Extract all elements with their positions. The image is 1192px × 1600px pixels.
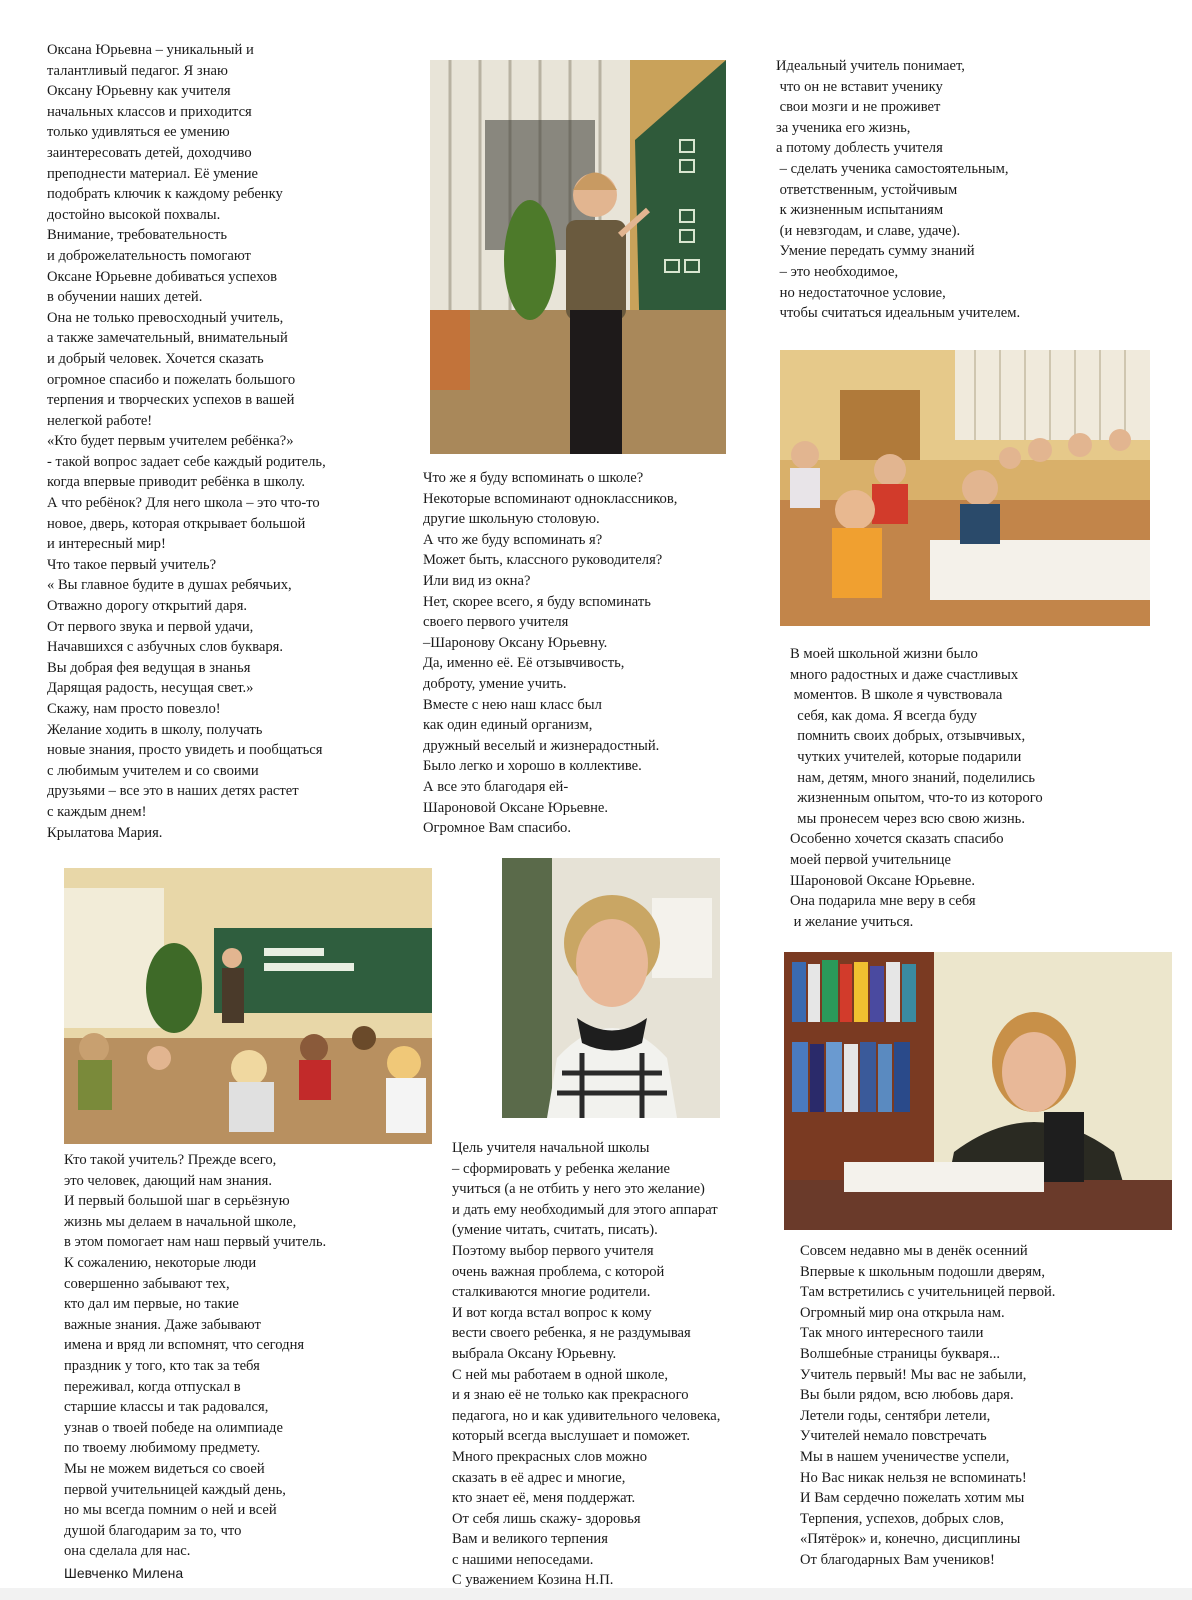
text-line: Терпения, успехов, добрых слов, — [800, 1510, 1004, 1527]
text-column-4 — [790, 644, 1043, 932]
text-line: моментов. В школе я чувствовала — [790, 687, 1003, 704]
text-line: чтобы считаться идеальным учителем. — [776, 305, 1021, 322]
text-line: Волшебные страницы букваря... — [800, 1345, 1001, 1362]
text-line: это человек, дающий нам знания. — [64, 1172, 272, 1189]
text-line: учиться (а не отбить у него это желание) — [452, 1181, 705, 1198]
text-line: кто дал им первые, но такие — [64, 1296, 239, 1313]
text-line: другие школьную столовую. — [423, 511, 600, 528]
text-line: новое, дверь, которая открывает большой — [47, 515, 306, 532]
text-line: От первого звука и первой удачи, — [47, 618, 254, 635]
text-line: старшие классы и так радовался, — [64, 1399, 269, 1416]
text-line: Может быть, классного руководителя? — [423, 552, 663, 569]
text-line: Оксана Юрьевна – уникальный и — [47, 42, 254, 58]
text-line: Цель учителя начальной школы — [452, 1140, 650, 1156]
text-column-5 — [64, 1150, 326, 1562]
text-line: очень важная проблема, с которой — [452, 1263, 665, 1280]
text-line: и доброжелательность помогают — [47, 247, 251, 264]
teacher-portrait-image — [502, 858, 720, 1118]
text-line: Что такое первый учитель? — [47, 556, 217, 573]
text-line: Отважно дорогу открытий даря. — [47, 598, 248, 615]
text-line: Умение передать сумму знаний — [776, 243, 975, 260]
classroom-children-image — [780, 350, 1150, 626]
text-line: В моей школьной жизни было — [790, 646, 978, 662]
text-line: (и невзгодам, и славе, удаче). — [776, 222, 961, 239]
text-column-1 — [47, 40, 326, 843]
text-line: Так много интересного таили — [800, 1325, 984, 1342]
text-line: Шароновой Оксане Юрьевне. — [423, 799, 609, 816]
text-line: С ней мы работаем в одной школе, — [452, 1366, 669, 1383]
text-line: с каждым днем! — [47, 803, 147, 820]
text-line: в этом помогает нам наш первый учитель. — [64, 1234, 327, 1251]
text-column-3 — [776, 56, 1020, 324]
text-line: И первый большой шаг в серьёзную — [64, 1193, 290, 1210]
text-line: – это необходимое, — [776, 263, 899, 280]
text-line: Оксане Юрьевне добиваться успехов — [47, 268, 278, 285]
text-line: огромное спасибо и пожелать большого — [47, 371, 296, 388]
text-line: по твоему любимому предмету. — [64, 1440, 261, 1457]
text-line: Там встретились с учительницей первой. — [800, 1284, 1056, 1301]
text-line: но недостаточное условие, — [776, 284, 946, 301]
text-line: подобрать ключик к каждому ребенку — [47, 186, 283, 203]
text-line: который всегда выслушает и поможет. — [452, 1428, 690, 1445]
text-line: имена и вряд ли вспомнят, что сегодня — [64, 1337, 305, 1354]
text-line: Оксану Юрьевну как учителя — [47, 83, 231, 100]
text-line: Она не только превосходный учитель, — [47, 309, 284, 326]
text-line: праздник у того, кто так за тебя — [64, 1357, 260, 1374]
text-line: в обучении наших детей. — [47, 289, 203, 306]
text-line: новые знания, просто увидеть и пообщаться — [47, 742, 323, 759]
text-line: с любимым учителем и со своими — [47, 762, 259, 779]
text-line: Вместе с нею наш класс был — [423, 696, 602, 713]
text-line: – сделать ученика самостоятельным, — [776, 160, 1009, 177]
text-line: Идеальный учитель понимает, — [776, 58, 965, 74]
text-line: помнить своих добрых, отзывчивых, — [790, 728, 1026, 745]
teacher-at-desk-photo — [784, 952, 1172, 1230]
text-line: душой благодарим за то, что — [64, 1522, 242, 1539]
text-line: Нет, скорее всего, я буду вспоминать — [423, 593, 651, 610]
text-line: когда впервые приводит ребёнка в школу. — [47, 474, 306, 491]
text-line: От себя лишь скажу- здоровья — [452, 1510, 641, 1527]
text-line: Что же я буду вспоминать о школе? — [423, 470, 644, 486]
signature: Шевченко Милена — [64, 1565, 184, 1581]
text-line: к жизненным испытаниям — [776, 202, 944, 219]
text-line: Она подарила мне веру в себя — [790, 893, 976, 910]
text-line: первой учительницей каждый день, — [64, 1481, 286, 1498]
text-line: Летели годы, сентябри летели, — [800, 1407, 991, 1424]
text-line: моей первой учительнице — [790, 851, 951, 868]
text-line: талантливый педагог. Я знаю — [47, 62, 228, 79]
text-line: А что ребёнок? Для него школа – это что-то — [47, 495, 320, 512]
text-line: Дарящая радость, несущая свет.» — [47, 680, 254, 697]
text-line: Вы добрая фея ведущая в знанья — [47, 659, 251, 676]
text-line: Скажу, нам просто повезло! — [47, 701, 221, 717]
text-line: и дать ему необходимый для этого аппарат — [452, 1201, 718, 1218]
text-line: много радостных и даже счастливых — [790, 666, 1019, 683]
text-column-2 — [423, 468, 677, 839]
text-line: - такой вопрос задает себе каждый родитель, — [47, 453, 326, 470]
text-line: « Вы главное будите в душах ребячьих, — [47, 577, 292, 594]
text-line: «Пятёрок» и, конечно, дисциплины — [800, 1531, 1021, 1548]
text-line: Огромное Вам спасибо. — [423, 820, 572, 837]
text-line: она сделала для нас. — [64, 1543, 191, 1560]
text-line: (умение читать, считать, писать). — [452, 1222, 658, 1239]
classroom-children-photo — [780, 350, 1150, 626]
text-line: а потому доблесть учителя — [776, 140, 943, 157]
text-line: Учителей немало повстречать — [800, 1428, 987, 1445]
text-line: жизнь мы делаем в начальной школе, — [64, 1213, 297, 1230]
text-line: совершенно забывают тех, — [64, 1275, 230, 1292]
text-line: И вот когда встал вопрос к кому — [452, 1304, 652, 1321]
text-line: А что же буду вспоминать я? — [423, 531, 603, 548]
text-line: только удивляться ее умению — [47, 124, 230, 141]
text-line: Совсем недавно мы в денёк осенний — [800, 1243, 1028, 1259]
text-line: И Вам сердечно пожелать хотим мы — [800, 1490, 1025, 1507]
text-line: Огромный мир она открыла нам. — [800, 1304, 1005, 1321]
text-line: узнав о твоей победе на олимпиаде — [64, 1419, 283, 1436]
text-line: а также замечательный, внимательный — [47, 330, 288, 347]
text-line: Особенно хочется сказать спасибо — [790, 831, 1004, 848]
text-line: Шароновой Оксане Юрьевне. — [790, 872, 976, 889]
text-line: Поэтому выбор первого учителя — [452, 1242, 654, 1259]
text-line: педагога, но и как удивительного человека, — [452, 1407, 721, 1424]
text-line: друзьями – все это в наших детях растет — [47, 783, 299, 800]
text-line: Вам и великого терпения — [452, 1531, 608, 1548]
text-line: нелегкой работе! — [47, 412, 153, 429]
text-line: кто знает её, меня поддержат. — [452, 1490, 636, 1507]
text-line: Много прекрасных слов можно — [452, 1448, 648, 1465]
text-line: А все это благодаря ей- — [423, 778, 569, 795]
class-lesson-image — [64, 868, 432, 1144]
text-line: и добрый человек. Хочется сказать — [47, 350, 264, 367]
text-line: Начавшихся с азбучных слов букваря. — [47, 639, 284, 656]
text-line: заинтересовать детей, доходчиво — [47, 144, 252, 161]
text-line: важные знания. Даже забывают — [64, 1316, 261, 1333]
text-line: сталкиваются многие родители. — [452, 1284, 651, 1301]
page-bottom-band — [0, 1588, 1192, 1600]
text-line: Или вид из окна? — [423, 572, 531, 589]
text-line: своего первого учителя — [423, 614, 569, 631]
text-line: Кто такой учитель? Прежде всего, — [64, 1152, 277, 1168]
text-line: переживал, когда отпускал в — [64, 1378, 241, 1395]
teacher-at-board-image — [430, 60, 726, 454]
text-column-6 — [452, 1138, 720, 1591]
text-line: достойно высокой похвалы. — [47, 206, 221, 223]
text-line: Мы в нашем ученичестве успели, — [800, 1448, 1010, 1465]
text-line: Учитель первый! Мы вас не забыли, — [800, 1366, 1027, 1383]
text-line: как один единый организм, — [423, 717, 593, 734]
text-line: мы пронесем через всю свою жизнь. — [790, 810, 1025, 827]
text-line: и желание учиться. — [790, 913, 914, 930]
text-line: К сожалению, некоторые люди — [64, 1254, 257, 1271]
text-line: сказать в её адрес и многие, — [452, 1469, 626, 1486]
text-line: Крылатова Мария. — [47, 824, 163, 841]
text-line: и я знаю её не только как прекрасного — [452, 1387, 689, 1404]
text-line: за ученика его жизнь, — [776, 119, 911, 136]
text-line: жизненным опытом, что-то из которого — [790, 790, 1043, 807]
text-line: терпения и творческих успехов в вашей — [47, 392, 295, 409]
text-line: начальных классов и приходится — [47, 103, 252, 120]
text-line: Да, именно её. Её отзывчивость, — [423, 655, 625, 672]
text-line: но мы всегда помним о ней и всей — [64, 1502, 277, 1519]
text-line: доброту, умение учить. — [423, 675, 567, 692]
text-line: С уважением Козина Н.П. — [452, 1572, 614, 1589]
text-line: выбрала Оксану Юрьевну. — [452, 1345, 617, 1362]
text-line: преподнести материал. Её умение — [47, 165, 258, 182]
text-line: Но Вас никак нельзя не вспоминать! — [800, 1469, 1027, 1486]
text-line: ответственным, устойчивым — [776, 181, 958, 198]
teacher-at-board-photo — [430, 60, 726, 454]
text-line: Мы не можем видеться со своей — [64, 1460, 265, 1477]
poem-column — [800, 1241, 1055, 1571]
text-line: нам, детям, много знаний, поделились — [790, 769, 1036, 786]
text-line: свои мозги и не проживет — [776, 99, 941, 116]
text-line: От благодарных Вам учеников! — [800, 1551, 995, 1568]
text-line: себя, как дома. Я всегда буду — [790, 707, 978, 724]
text-line: –Шаронову Оксану Юрьевну. — [423, 634, 608, 651]
text-line: Внимание, требовательность — [47, 227, 227, 244]
text-line: Впервые к школьным подошли дверям, — [800, 1263, 1045, 1280]
text-line: Вы были рядом, всю любовь даря. — [800, 1387, 1014, 1404]
teacher-at-desk-image — [784, 952, 1172, 1230]
teacher-portrait-photo — [502, 858, 720, 1118]
text-line: Желание ходить в школу, получать — [47, 721, 263, 738]
text-line: чутких учителей, которые подарили — [790, 748, 1022, 765]
text-line: «Кто будет первым учителем ребёнка?» — [47, 433, 294, 450]
text-line: – сформировать у ребенка желание — [452, 1160, 671, 1177]
text-line: дружный веселый и жизнерадостный. — [423, 737, 660, 754]
text-line: что он не вставит ученику — [776, 78, 943, 95]
text-line: с нашими непоседами. — [452, 1551, 594, 1568]
text-line: Было легко и хорошо в коллективе. — [423, 758, 642, 775]
text-line: Некоторые вспоминают одноклассников, — [423, 490, 678, 507]
text-line: вести своего ребенка, я не раздумывая — [452, 1325, 691, 1342]
text-line: и интересный мир! — [47, 536, 166, 553]
class-lesson-photo — [64, 868, 432, 1144]
